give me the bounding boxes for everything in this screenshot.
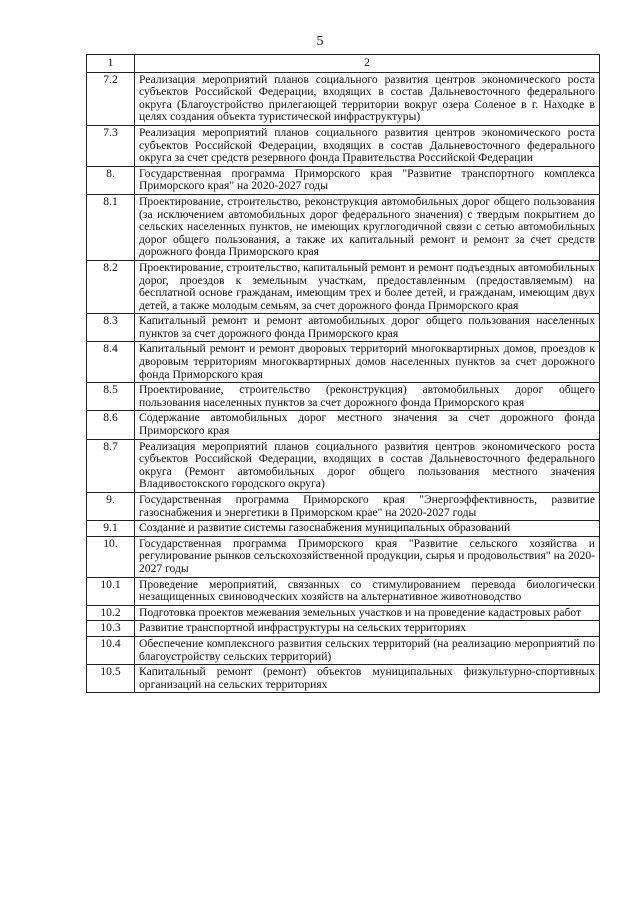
row-number: 8. xyxy=(87,166,135,194)
row-text: Проведение мероприятий, связанных со стимулированием перевода биологически незащищенных свиноводческих хозяйств на альтернативное животноводство xyxy=(135,577,600,605)
row-text: Капитальный ремонт и ремонт дворовых территорий многоквартирных домов, проездов к дворовым территориям многоквартирных домов населенных пунктов за счет дорожного фонда Приморского края xyxy=(135,342,600,383)
table-row xyxy=(87,493,600,521)
row-text: Реализация мероприятий планов социального развития центров экономического роста субъектов Российской Федерации, входящих в состав Дальневосточного федерального округа (Ремонт автомобильных дорог общего пользования местного значения Владивостокского городского округа) xyxy=(135,439,600,492)
table-row xyxy=(87,260,600,313)
page-number: 5 xyxy=(316,34,324,49)
table-row xyxy=(87,621,600,637)
row-number: 7.2 xyxy=(87,72,135,125)
table-row xyxy=(87,342,600,383)
row-number: 8.6 xyxy=(87,411,135,439)
table-row xyxy=(87,383,600,411)
row-text: Обеспечение комплексного развития сельских территорий (на реализацию мероприятий по благоустройству сельских территорий) xyxy=(135,636,600,664)
row-text: Содержание автомобильных дорог местного значения за счет дорожного фонда Приморского края xyxy=(135,411,600,439)
programs-table xyxy=(86,54,600,693)
table-row xyxy=(87,636,600,664)
row-text: Развитие транспортной инфраструктуры на сельских территориях xyxy=(135,621,600,637)
row-number: 8.7 xyxy=(87,439,135,492)
row-text: Капитальный ремонт (ремонт) объектов муниципальных физкультурно-спортивных организаций на сельских территориях xyxy=(135,665,600,693)
table-row xyxy=(87,125,600,166)
row-text: Государственная программа Приморского края "Энергоэффективность, развитие газоснабжения и энергетики в Приморском крае" на 2020-2027 годы xyxy=(135,493,600,521)
row-text: Государственная программа Приморского края "Развитие сельского хозяйства и регулирование рынков сельскохозяйственной продукции, сырья и продовольствия" на 2020-2027 годы xyxy=(135,536,600,577)
row-number: 10.3 xyxy=(87,621,135,637)
row-text: Проектирование, строительство, капитальный ремонт и ремонт подъездных автомобильных дорог, проездов к земельным участкам, предоставленным (предоставляемым) на бесплатной основе гражданам, имеющим трех и более детей, и гражданам, имеющим двух детей, а также молодым семьям, за счет дорожного фонда Приморского края xyxy=(135,260,600,313)
row-number: 10.2 xyxy=(87,605,135,621)
table-row xyxy=(87,577,600,605)
table-row xyxy=(87,314,600,342)
row-number: 9. xyxy=(87,493,135,521)
row-text: Подготовка проектов межевания земельных участков и на проведение кадастровых работ xyxy=(135,605,600,621)
table-row xyxy=(87,72,600,125)
row-text: Реализация мероприятий планов социального развития центров экономического роста субъектов Российской Федерации, входящих в состав Дальневосточного федерального округа за счет средств резервного фонда Правительства Российской Федерации xyxy=(135,125,600,166)
table-row xyxy=(87,536,600,577)
row-text: Капитальный ремонт и ремонт автомобильных дорог общего пользования населенных пунктов за счет дорожного фонда Приморского края xyxy=(135,314,600,342)
row-text: Государственная программа Приморского края "Развитие транспортного комплекса Приморского края" на 2020-2027 годы xyxy=(135,166,600,194)
table-row xyxy=(87,605,600,621)
row-text: Проектирование, строительство, реконструкция автомобильных дорог общего пользования (за исключением автомобильных дорог федерального значения) с твердым покрытием до сельских населенных пунктов, не имеющих круглогодичной связи с сетью автомобильных дорог общего пользования, а также их капитальный ремонт и ремонт за счет средств дорожного фонда Приморского края xyxy=(135,194,600,260)
row-number: 8.5 xyxy=(87,383,135,411)
table-header-row xyxy=(87,55,600,73)
table-row xyxy=(87,521,600,537)
table-body xyxy=(87,72,600,693)
row-number: 10.4 xyxy=(87,636,135,664)
header-col-1: 1 xyxy=(87,55,135,73)
table-row xyxy=(87,411,600,439)
row-text: Проектирование, строительство (реконструкция) автомобильных дорог общего пользования населенных пунктов за счет дорожного фонда Приморского края xyxy=(135,383,600,411)
row-number: 7.3 xyxy=(87,125,135,166)
row-number: 8.3 xyxy=(87,314,135,342)
row-number: 9.1 xyxy=(87,521,135,537)
header-col-2: 2 xyxy=(135,55,600,73)
row-number: 10.5 xyxy=(87,665,135,693)
table-row xyxy=(87,439,600,492)
table-row xyxy=(87,166,600,194)
table-row xyxy=(87,194,600,260)
row-number: 8.1 xyxy=(87,194,135,260)
row-number: 10. xyxy=(87,536,135,577)
row-number: 10.1 xyxy=(87,577,135,605)
row-number: 8.2 xyxy=(87,260,135,313)
row-number: 8.4 xyxy=(87,342,135,383)
row-text: Создание и развитие системы газоснабжения муниципальных образований xyxy=(135,521,600,537)
table-row xyxy=(87,665,600,693)
row-text: Реализация мероприятий планов социального развития центров экономического роста субъектов Российской Федерации, входящих в состав Дальневосточного федерального округа (Благоустройство прилегающей территории вокруг озера Соленое в г. Находке в целях создания объекта туристической инфраструктуры) xyxy=(135,72,600,125)
